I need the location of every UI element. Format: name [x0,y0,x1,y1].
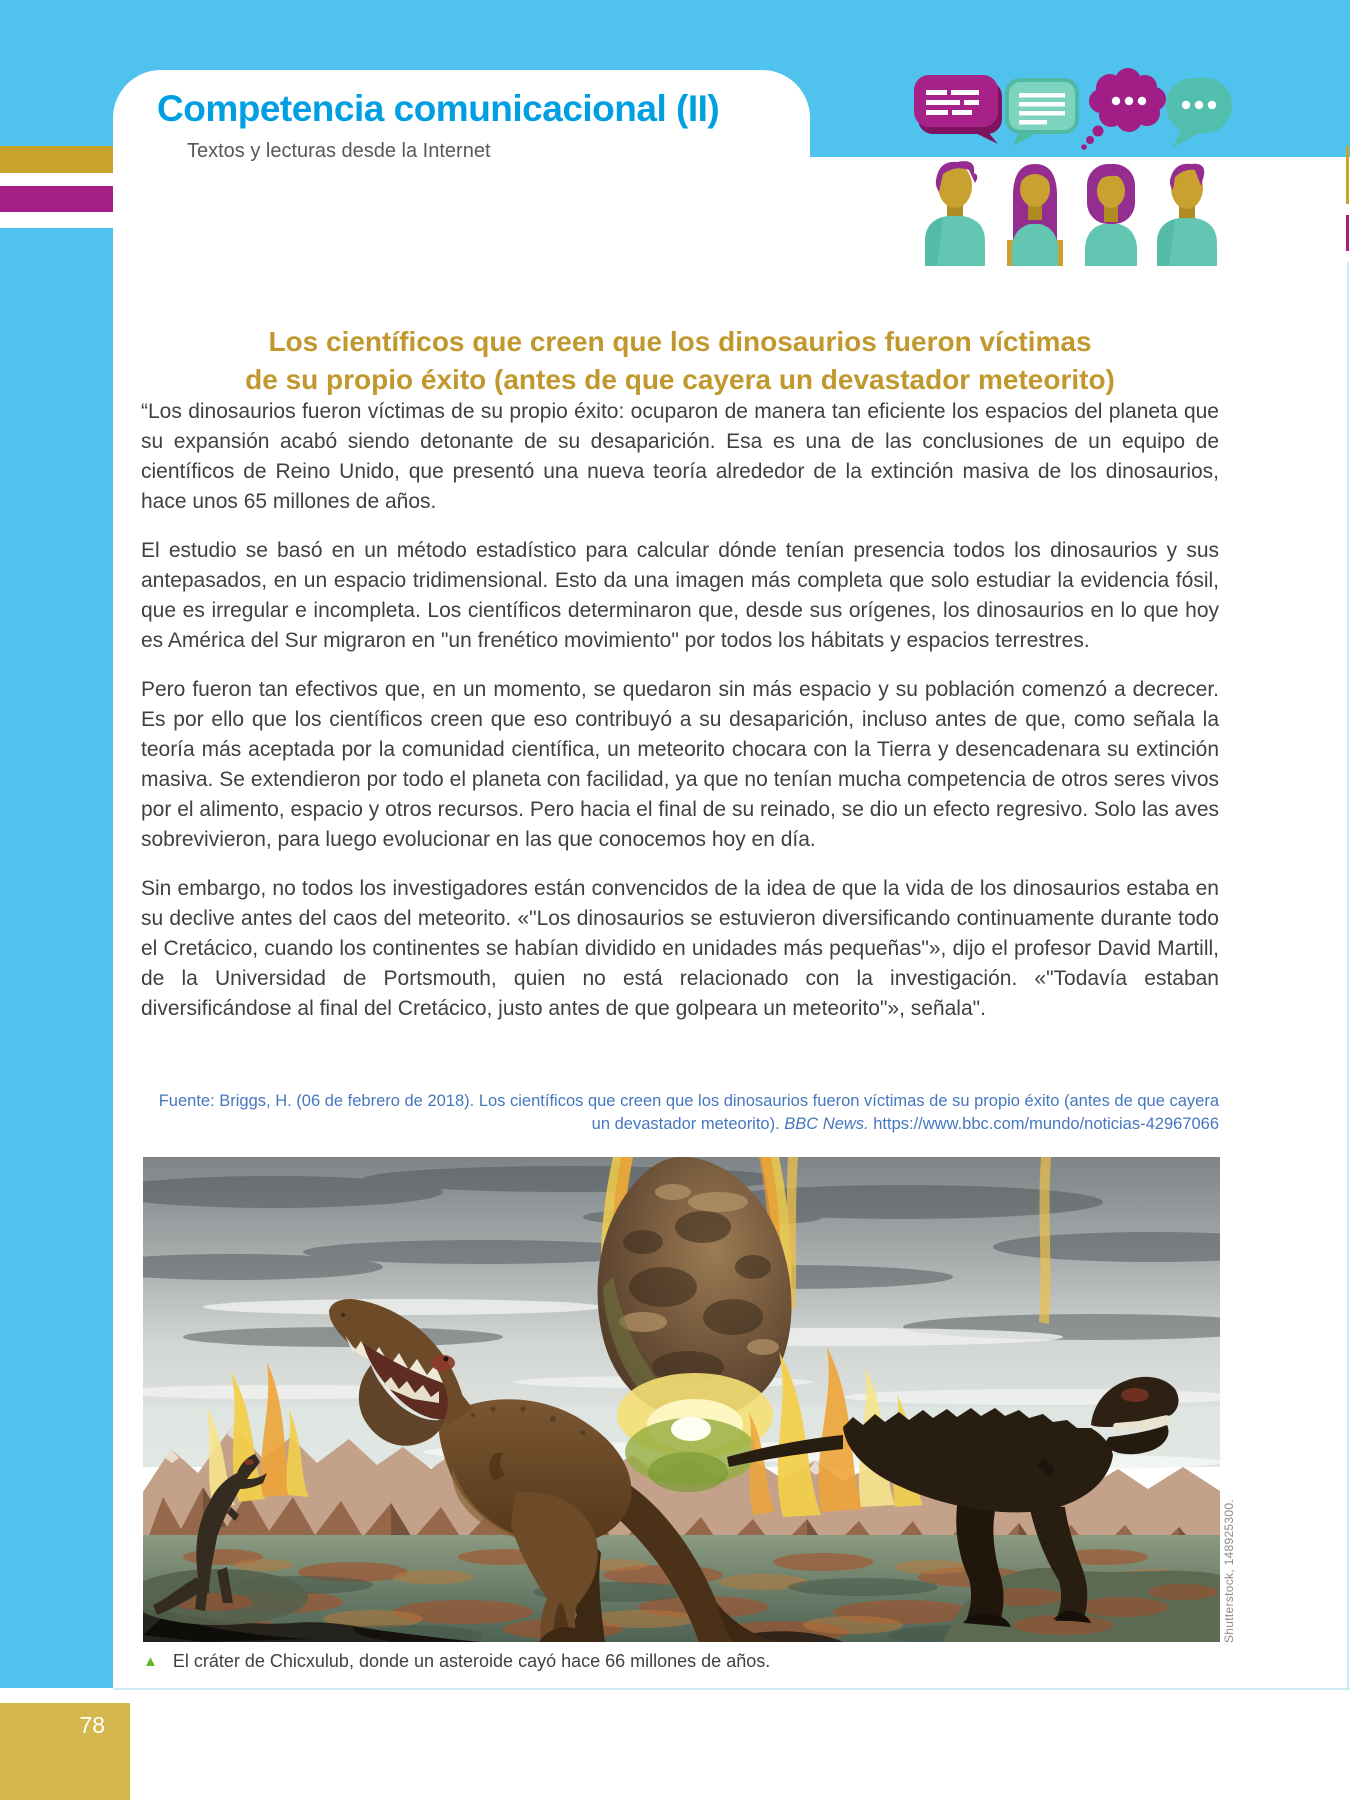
right-edge-gold-line [1346,146,1349,204]
source-text: Fuente: Briggs, H. (06 de febrero de 2018). Los científicos que creen que los dinosaurios fueron víctimas de su propio éxito (antes de que cayera un devastador meteorito). [158,1092,1219,1133]
people-avatars-icon-group [895,156,1235,266]
caption-triangle-icon: ▲ [143,1653,158,1670]
article-body [141,397,1219,1043]
header-panel [113,70,810,190]
avatar-female-1-icon [1007,164,1063,266]
figure-caption-text: El cráter de Chicxulub, donde un asteroide cayó hace 66 millones de años. [172,1651,771,1671]
source-journal: BBC News. [784,1115,869,1133]
speech-bubble-dots-teal-icon [1166,78,1232,148]
article-title [141,323,1219,399]
article-title-line1: Los científicos que creen que los dinosaurios fueron víctimas [268,326,1092,358]
paragraph: El estudio se basó en un método estadístico para calcular dónde tenían presencia todos los dinosaurios y sus antepasados, en un espacio tridimensional. Esto da una imagen más completa que solo estudiar la evidencia fósil, que es irregular e incompleta. Los científicos determinaron que, desde sus orígenes, los dinosaurios en lo que hoy es América del Sur migraron en "un frenético movimiento" por todos los hábitats y espacios terrestres. [141,539,1219,652]
source-url[interactable]: https://www.bbc.com/mundo/noticias-42967066 [868,1115,1219,1133]
paragraph: “Los dinosaurios fueron víctimas de su propio éxito: ocuparon de manera tan eficiente los espacios del planeta que su expansión acabó siendo detonante de su desaparición. Esa es una de las conclusiones de un equipo de científicos de Reino Unido, que presentó una nueva teoría alrededor de la extinción masiva de los dinosaurios, hace unos 65 millones de años. [141,400,1219,513]
left-blue-column [0,0,113,1688]
page-number-box [0,1703,130,1800]
page-title: Competencia comunicacional (II) [157,88,720,129]
image-credit: Shutterstock, 148925300. [1222,1499,1236,1643]
figure-caption [143,1651,1183,1672]
thought-bubble-dots-magenta-icon [1081,68,1166,150]
speech-bubbles-icon-group [895,66,1235,154]
speech-bubble-text-teal-icon [1007,80,1077,146]
article-figure-image [143,1157,1220,1642]
avatar-male-2-icon [1157,164,1217,266]
article-title-line2: de su propio éxito (antes de que cayera un devastador meteorito) [245,364,1115,396]
avatar-male-1-icon [925,161,985,266]
paragraph: Pero fueron tan efectivos que, en un momento, se quedaron sin más espacio y su población comenzó a decrecer. Es por ello que los científicos creen que eso contribuyó a su desaparición, incluso antes de que, como señala la teoría más aceptada por la comunidad científica, un meteorito chocara con la Tierra y desencadenara su extinción masiva. Se extendieron por todo el planeta con facilidad, ya que no tenían mucha competencia de otros seres vivos por el alimento, espacio y otros recursos. Pero hacia el final de su reinado, se dio un efecto regresivo. Solo las aves sobrevivieron, para luego evolucionar en las que conocemos hoy en día. [141,678,1219,851]
source-citation [141,1090,1219,1136]
right-edge-magenta-line [1346,215,1349,251]
bottom-rule [113,1688,1350,1690]
paragraph: Sin embargo, no todos los investigadores están convencidos de la idea de que la vida de los dinosaurios estaba en su declive antes del caos del meteorito. «"Los dinosaurios se estuvieron diversificando continuamente durante todo el Cretácico, cuando los continentes se habían dividido en unidades más pequeñas"», dijo el profesor David Martill, de la Universidad de Portsmouth, quien no está relacionado con la investigación. «"Todavía estaban diversificándose al final del Cretácico, justo antes de que golpeara un meteorito"», señala". [141,877,1219,1020]
page-number: 78 [79,1712,105,1738]
page-subtitle: Textos y lecturas desde la Internet [187,140,491,162]
right-edge-blue-line [1347,262,1349,1688]
speech-bubble-text-magenta-icon [914,75,1002,144]
avatar-female-2-icon [1085,164,1137,266]
left-magenta-bar [0,186,113,212]
left-gold-bar [0,146,113,173]
dinosaur-meteorite-illustration [143,1157,1220,1642]
